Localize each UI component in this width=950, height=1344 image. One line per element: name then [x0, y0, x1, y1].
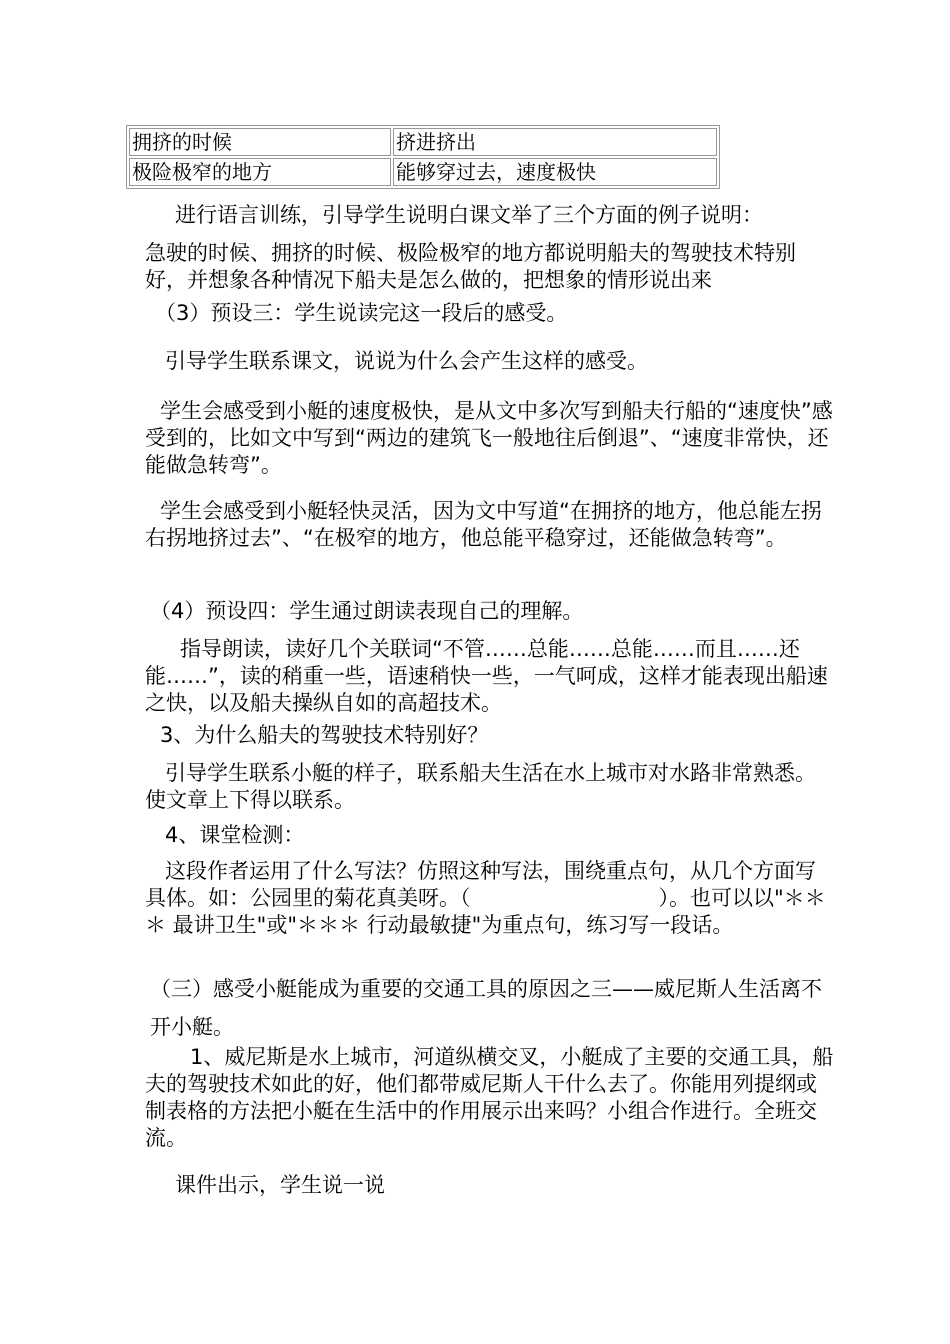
- paragraph: （三）感受小艇能成为重要的交通工具的原因之三——威尼斯人生活离不开小艇。: [150, 977, 822, 1039]
- table-row: [129, 158, 717, 186]
- paragraph-text: ）。也可以以"＊＊＊ 最讲卫生"或"＊＊＊ 行动最敏捷"为重点句，练习写一段话。: [145, 886, 826, 937]
- table-cell: 能够穿过去，速度极快: [393, 158, 717, 186]
- paragraph: 1、威尼斯是水上城市，河道纵横交叉，小艇成了主要的交通工具，船夫的驾驶技术如此的好，他们都带威尼斯人干什么去了。你能用列提纲或制表格的方法把小艇在生活中的作用展示出来吗？小组合作进行。全班交流。: [145, 1045, 834, 1150]
- table-row: [129, 128, 717, 156]
- paragraph: 课件出示，学生说一说: [175, 1173, 385, 1197]
- paragraph: 引导学生联系小艇的样子，联系船夫生活在水上城市对水路非常熟悉。使文章上下得以联系。: [145, 761, 816, 812]
- paragraph: 指导朗读，读好几个关联词“不管……总能……总能……而且……还能……”，读的稍重一些，语速稍快一些，一气呵成，这样才能表现出船速之快，以及船夫操纵自如的高超技术。: [145, 637, 828, 715]
- paragraph: 引导学生联系课文，说说为什么会产生这样的感受。: [165, 349, 648, 373]
- paragraph: 4、课堂检测：: [165, 823, 305, 847]
- table-cell: 挤进挤出: [393, 128, 717, 156]
- comparison-table: [126, 125, 720, 189]
- paragraph: （3）预设三：学生说读完这一段后的感受。: [155, 301, 568, 325]
- paragraph: 3、为什么船夫的驾驶技术特别好？: [160, 723, 489, 747]
- table-cell: 极险极窄的地方: [129, 158, 391, 186]
- paragraph: 进行语言训练，引导学生说明白课文举了三个方面的例子说明：: [175, 203, 763, 227]
- paragraph: 学生会感受到小艇的速度极快，是从文中多次写到船夫行船的“速度快”感受到的，比如文中写到“两边的建筑飞一般地往后倒退”、“速度非常快，还能做急转弯”。: [145, 399, 833, 477]
- paragraph: 学生会感受到小艇轻快灵活，因为文中写道“在拥挤的地方，他总能左拐右拐地挤过去”、“在极窄的地方，他总能平稳穿过，还能做急转弯”。: [145, 499, 822, 550]
- paragraph: 急驶的时候、拥挤的时候、极险极窄的地方都说明船夫的驾驶技术特别好，并想象各种情况下船夫是怎么做的，把想象的情形说出来: [145, 241, 796, 292]
- table-cell: 拥挤的时候: [129, 128, 391, 156]
- paragraph: （4）预设四：学生通过朗读表现自己的理解。: [150, 599, 584, 623]
- paragraph-text: 这段作者运用了什么写法？仿照这种写法，围绕重点句，从几个方面写具体。如：公园里的菊花真美呀。（: [145, 859, 816, 910]
- paragraph: [145, 858, 835, 939]
